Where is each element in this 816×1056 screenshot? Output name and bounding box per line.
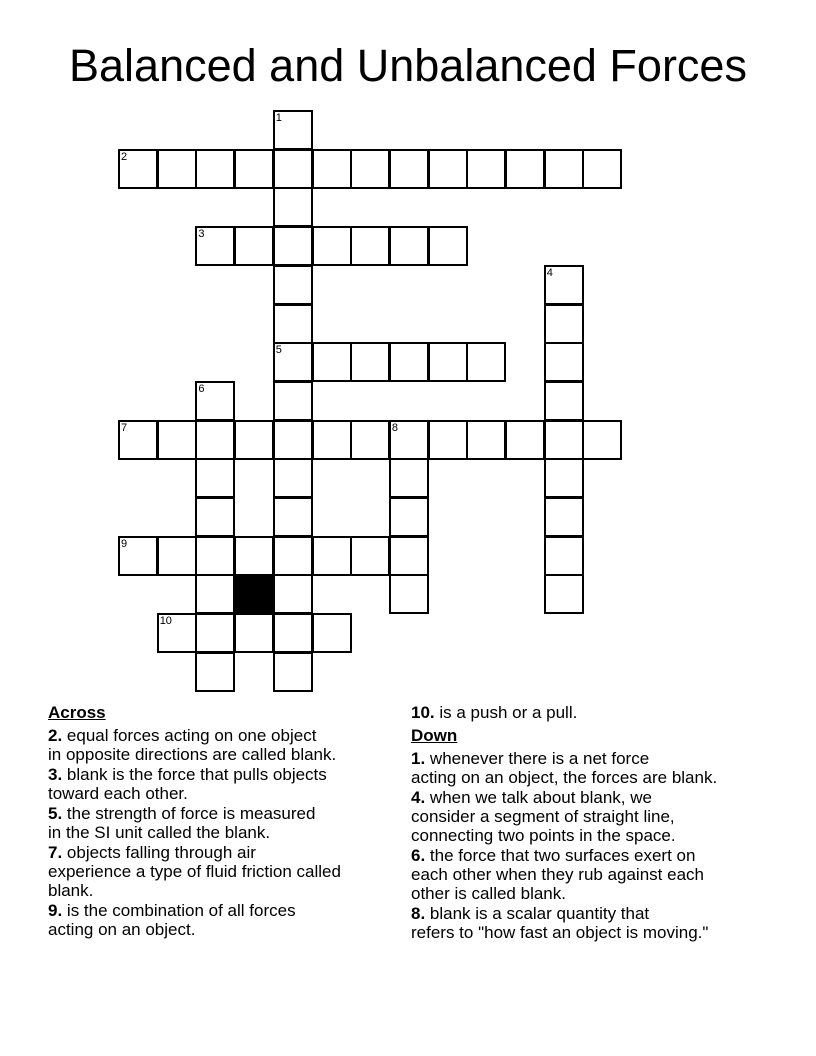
- clue-across-7: 7. objects falling through air experience a type of fluid friction called blank.: [48, 843, 341, 900]
- grid-cell-4[interactable]: [544, 265, 584, 305]
- clue-number: 5: [275, 344, 282, 357]
- grid-cell[interactable]: [582, 149, 622, 189]
- grid-cell-5[interactable]: [273, 342, 313, 382]
- clue-across-9: 9. is the combination of all forces acting on an object.: [48, 901, 296, 939]
- down-clues: [411, 703, 801, 943]
- page-title: Balanced and Unbalanced Forces: [69, 40, 747, 91]
- grid-cell[interactable]: [428, 149, 468, 189]
- clue-number: 1: [275, 112, 282, 124]
- grid-cell[interactable]: [428, 420, 468, 460]
- grid-cell[interactable]: [544, 497, 584, 537]
- grid-cell[interactable]: [389, 226, 429, 266]
- grid-cell-1[interactable]: [273, 110, 313, 150]
- grid-cell[interactable]: [544, 458, 584, 498]
- clue-across-3: 3. blank is the force that pulls objects toward each other.: [48, 765, 327, 803]
- grid-cell[interactable]: [312, 226, 352, 266]
- grid-cell[interactable]: [582, 420, 622, 460]
- grid-cell[interactable]: [273, 381, 313, 421]
- grid-cell-10[interactable]: [157, 613, 197, 653]
- clue-down-6: 6. the force that two surfaces exert on each other when they rub against each other is called blank.: [411, 846, 704, 903]
- grid-cell[interactable]: [273, 574, 313, 614]
- across-clues: [48, 703, 398, 940]
- grid-cell[interactable]: [273, 536, 313, 576]
- grid-cell[interactable]: [273, 497, 313, 537]
- grid-cell[interactable]: [195, 536, 235, 576]
- clue-number: 4: [546, 266, 553, 279]
- grid-cell[interactable]: [544, 149, 584, 189]
- black-cell: [234, 574, 274, 614]
- grid-cell[interactable]: [312, 149, 352, 189]
- clue-number: 2: [121, 150, 128, 163]
- grid-cell[interactable]: [544, 536, 584, 576]
- grid-cell[interactable]: [195, 574, 235, 614]
- clue-number: 10: [159, 615, 172, 628]
- grid-cell[interactable]: [195, 613, 235, 653]
- grid-cell[interactable]: [312, 536, 352, 576]
- grid-cell[interactable]: [505, 149, 545, 189]
- across-heading: Across: [48, 703, 106, 722]
- clue-across-5: 5. the strength of force is measured in the SI unit called the blank.: [48, 804, 316, 842]
- grid-cell[interactable]: [389, 536, 429, 576]
- grid-cell[interactable]: [428, 226, 468, 266]
- grid-cell[interactable]: [544, 420, 584, 460]
- clue-down-4: 4. when we talk about blank, we consider a segment of straight line, connecting two points in the space.: [411, 788, 676, 845]
- grid-cell[interactable]: [195, 652, 235, 692]
- grid-cell[interactable]: [466, 342, 506, 382]
- clue-down-8: 8. blank is a scalar quantity that refers to "how fast an object is moving.": [411, 904, 709, 942]
- grid-cell[interactable]: [350, 342, 390, 382]
- grid-cell[interactable]: [157, 149, 197, 189]
- grid-cell-6[interactable]: [195, 381, 235, 421]
- grid-cell-7[interactable]: [118, 420, 158, 460]
- grid-cell[interactable]: [234, 536, 274, 576]
- grid-cell[interactable]: [273, 187, 313, 227]
- clue-across-2: 2. equal forces acting on one object in opposite directions are called blank.: [48, 726, 337, 764]
- grid-cell[interactable]: [273, 149, 313, 189]
- grid-cell[interactable]: [544, 304, 584, 344]
- grid-cell[interactable]: [273, 304, 313, 344]
- grid-cell[interactable]: [389, 342, 429, 382]
- grid-cell[interactable]: [234, 613, 274, 653]
- grid-cell[interactable]: [234, 226, 274, 266]
- grid-cell-3[interactable]: [195, 226, 235, 266]
- grid-cell[interactable]: [312, 342, 352, 382]
- grid-cell[interactable]: [157, 536, 197, 576]
- grid-cell[interactable]: [389, 458, 429, 498]
- grid-cell[interactable]: [350, 226, 390, 266]
- grid-cell[interactable]: [312, 420, 352, 460]
- grid-cell[interactable]: [195, 420, 235, 460]
- clue-number: 6: [198, 382, 205, 395]
- grid-cell[interactable]: [195, 149, 235, 189]
- grid-cell[interactable]: [466, 420, 506, 460]
- clue-down-1: 1. whenever there is a net force acting on an object, the forces are blank.: [411, 749, 718, 787]
- grid-cell[interactable]: [234, 420, 274, 460]
- grid-cell[interactable]: [350, 420, 390, 460]
- clue-number: 9: [121, 537, 128, 550]
- grid-cell-9[interactable]: [118, 536, 158, 576]
- clue-number: 8: [391, 421, 399, 434]
- grid-cell[interactable]: [273, 613, 313, 653]
- grid-cell[interactable]: [273, 420, 313, 460]
- clue-number: 3: [198, 228, 205, 241]
- grid-cell[interactable]: [389, 574, 429, 614]
- grid-cell[interactable]: [389, 497, 429, 537]
- clue-across-10: 10. is a push or a pull.: [411, 703, 578, 722]
- grid-cell[interactable]: [350, 536, 390, 576]
- clue-number: 7: [121, 421, 128, 434]
- grid-cell[interactable]: [273, 226, 313, 266]
- grid-cell[interactable]: [234, 149, 274, 189]
- grid-cell[interactable]: [350, 149, 390, 189]
- grid-cell-2[interactable]: [118, 149, 158, 189]
- grid-cell-8[interactable]: [389, 420, 429, 460]
- grid-cell[interactable]: [544, 381, 584, 421]
- down-heading: Down: [411, 726, 458, 745]
- grid-cell[interactable]: [273, 265, 313, 305]
- grid-cell[interactable]: [312, 613, 352, 653]
- grid-cell[interactable]: [195, 458, 235, 498]
- grid-cell[interactable]: [428, 342, 468, 382]
- grid-cell[interactable]: [157, 420, 197, 460]
- grid-cell[interactable]: [195, 497, 235, 537]
- grid-cell[interactable]: [544, 574, 584, 614]
- grid-cell[interactable]: [544, 342, 584, 382]
- grid-cell[interactable]: [505, 420, 545, 460]
- grid-cell[interactable]: [273, 652, 313, 692]
- grid-cell[interactable]: [389, 149, 429, 189]
- grid-cell[interactable]: [273, 458, 313, 498]
- grid-cell[interactable]: [466, 149, 506, 189]
